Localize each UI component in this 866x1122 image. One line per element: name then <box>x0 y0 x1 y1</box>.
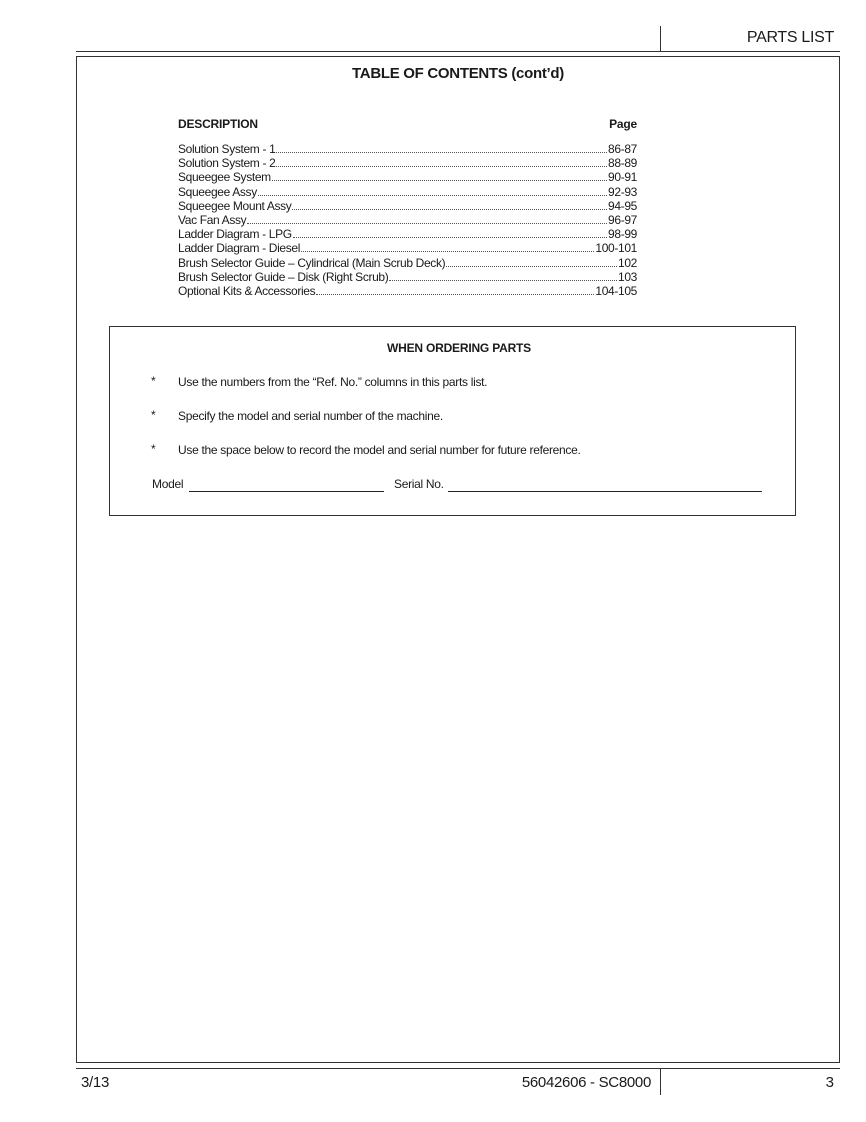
model-label: Model <box>152 477 184 491</box>
footer-rule <box>76 1068 840 1069</box>
toc-entry[interactable] <box>178 256 637 270</box>
bullet-marker: * <box>151 374 156 388</box>
toc-entry-page: 90-91 <box>608 170 637 185</box>
toc-entry-label: Optional Kits & Accessories <box>178 283 316 298</box>
header-divider <box>660 26 661 52</box>
toc-entry-label: Solution System - 1 <box>178 142 276 156</box>
toc-entry-page: 86-87 <box>608 142 637 156</box>
header-rule <box>76 51 840 52</box>
bullet-marker: * <box>151 442 156 456</box>
ordering-instruction: Use the space below to record the model and serial number for future reference. <box>178 443 581 457</box>
leader-dots <box>276 156 607 167</box>
leader-dots <box>292 199 607 210</box>
toc-entry-page: 88-89 <box>608 156 637 171</box>
toc-entry[interactable] <box>178 185 637 199</box>
toc-entry-label: Solution System - 2 <box>178 156 276 171</box>
toc-entry[interactable] <box>178 270 637 284</box>
toc-entry-page: 103 <box>618 269 637 284</box>
toc-entry-label: Brush Selector Guide – Disk (Right Scrub) <box>178 269 389 284</box>
ordering-instruction: Specify the model and serial number of the machine. <box>178 409 443 423</box>
bullet-marker: * <box>151 408 156 422</box>
toc-entry-label: Squeegee Mount Assy <box>178 198 292 213</box>
toc-entry[interactable] <box>178 142 637 156</box>
leader-dots <box>389 270 617 281</box>
toc-entry[interactable] <box>178 227 637 241</box>
toc-entry-label: Ladder Diagram - LPG <box>178 227 292 242</box>
serial-field[interactable] <box>448 491 762 492</box>
toc-entry[interactable] <box>178 284 637 298</box>
toc-entry-page: 94-95 <box>608 198 637 213</box>
toc-list <box>178 142 637 298</box>
toc-entry-label: Squeegee Assy <box>178 184 257 199</box>
leader-dots <box>316 284 594 295</box>
leader-dots <box>301 241 594 252</box>
toc-entry[interactable] <box>178 170 637 184</box>
section-title: PARTS LIST <box>746 29 834 46</box>
toc-entry[interactable] <box>178 213 637 227</box>
toc-header <box>178 117 637 131</box>
toc-entry[interactable] <box>178 199 637 213</box>
toc-col-description: DESCRIPTION <box>178 117 258 131</box>
toc-entry-page: 96-97 <box>608 212 637 227</box>
leader-dots <box>258 185 607 196</box>
document-number: 56042606 - SC8000 <box>521 1074 651 1091</box>
toc-entry-label: Brush Selector Guide – Cylindrical (Main Scrub Deck) <box>178 255 446 270</box>
ordering-instruction: Use the numbers from the “Ref. No.” columns in this parts list. <box>178 375 488 389</box>
toc-entry[interactable] <box>178 241 637 255</box>
toc-entry-page: 104-105 <box>595 283 637 298</box>
toc-col-page: Page <box>609 117 637 131</box>
leader-dots <box>293 227 607 238</box>
footer-divider <box>660 1068 661 1095</box>
toc-title: TABLE OF CONTENTS (cont’d) <box>352 65 564 82</box>
leader-dots <box>272 170 607 181</box>
revision-date: 3/13 <box>81 1074 109 1091</box>
toc-entry-label: Ladder Diagram - Diesel <box>178 241 301 256</box>
toc-entry-page: 102 <box>618 255 637 270</box>
leader-dots <box>247 213 607 224</box>
page-number: 3 <box>825 1074 834 1091</box>
toc-entry-page: 100-101 <box>595 241 637 256</box>
toc-entry-label: Vac Fan Assy <box>178 212 247 227</box>
ordering-title: WHEN ORDERING PARTS <box>387 341 531 355</box>
leader-dots <box>446 256 617 267</box>
serial-label: Serial No. <box>394 477 444 491</box>
toc-entry-page: 98-99 <box>608 227 637 242</box>
toc-entry-label: Squeegee System <box>178 170 271 185</box>
leader-dots <box>276 142 607 153</box>
model-field[interactable] <box>189 491 384 492</box>
toc-entry-page: 92-93 <box>608 184 637 199</box>
toc-entry[interactable] <box>178 156 637 170</box>
